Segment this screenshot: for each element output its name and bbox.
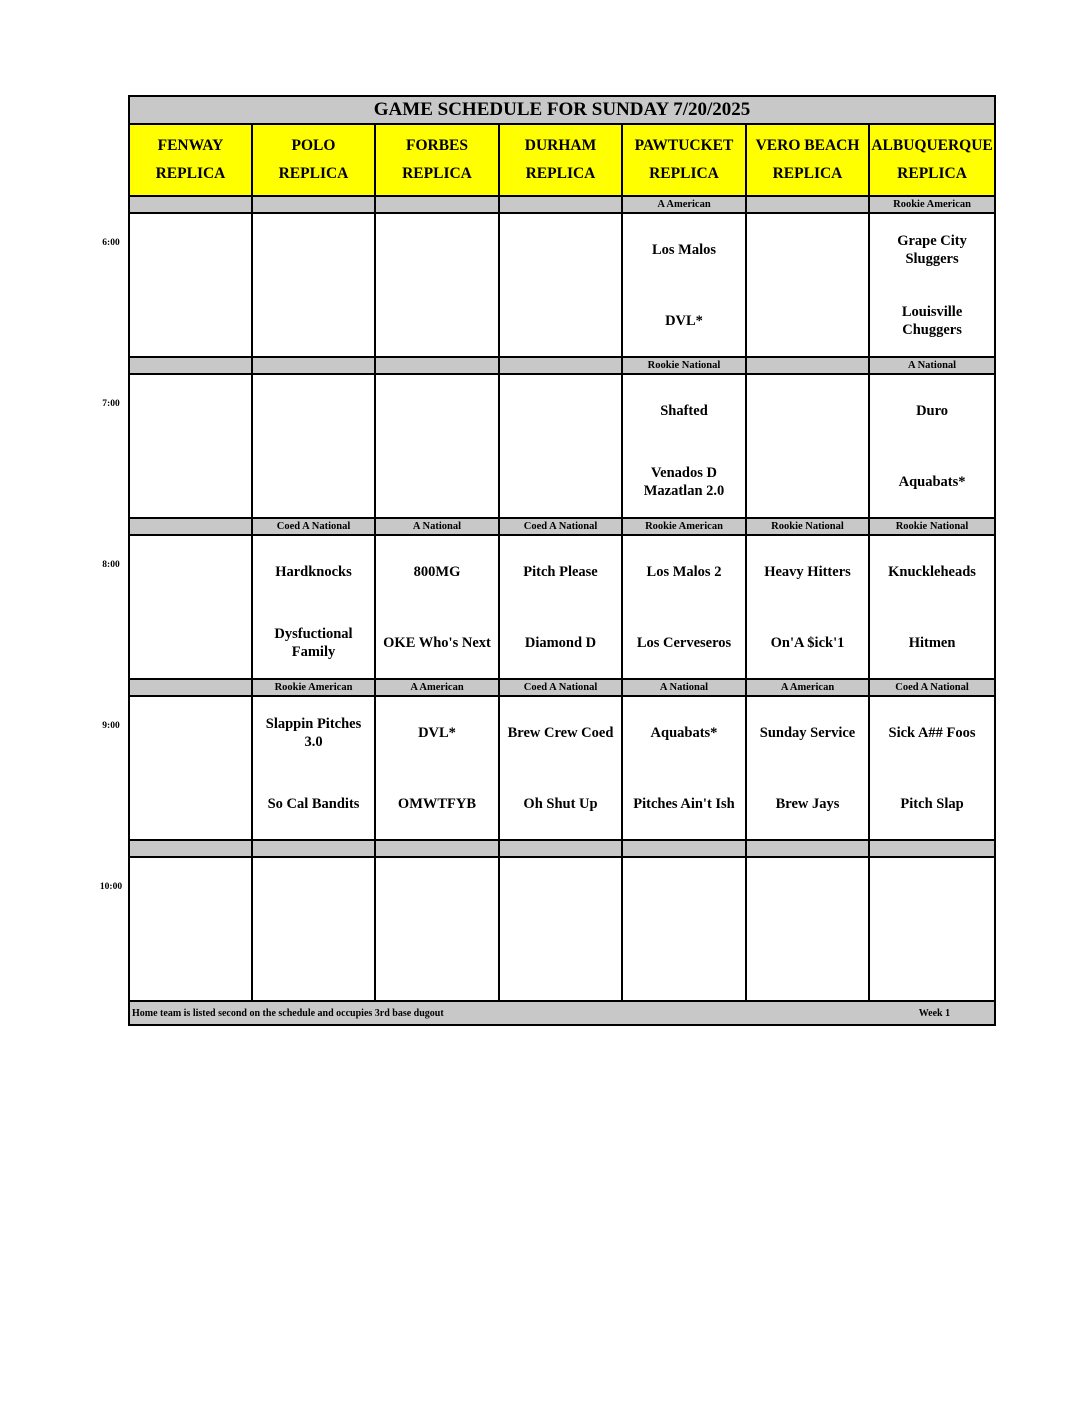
division-label: A American: [622, 196, 746, 213]
game-cell: [129, 535, 252, 679]
field-subtitle: REPLICA: [402, 165, 472, 182]
away-team: Grape City Sluggers: [897, 232, 967, 267]
home-team: [747, 929, 868, 1000]
game-row: [129, 696, 995, 840]
division-label: A National: [869, 357, 995, 374]
home-team: Dysfuctional Family: [274, 625, 353, 660]
division-label: Coed A National: [499, 679, 622, 696]
division-label: A National: [622, 679, 746, 696]
home-team: [253, 446, 374, 517]
away-team: [130, 214, 251, 285]
field-name: POLO: [291, 137, 336, 154]
schedule-sheet: [128, 95, 994, 1026]
home-team: Hitmen: [908, 634, 956, 651]
away-team: Knuckleheads: [888, 563, 976, 580]
game-cell: [622, 374, 746, 518]
away-team: [747, 858, 868, 929]
game-cell: [375, 696, 499, 840]
home-team: [376, 929, 498, 1000]
field-subtitle: REPLICA: [278, 165, 349, 182]
division-row: [129, 196, 995, 213]
away-team: [130, 536, 251, 607]
home-team: [870, 929, 994, 1000]
away-team: [253, 858, 374, 929]
away-team: 800MG: [413, 563, 461, 580]
away-team: Los Malos 2: [646, 563, 722, 580]
field-subtitle: REPLICA: [155, 165, 226, 182]
division-row: [129, 679, 995, 696]
game-cell: [746, 535, 869, 679]
division-label: Rookie American: [622, 518, 746, 535]
game-cell: [375, 213, 499, 357]
field-name: DURHAM: [524, 137, 597, 154]
home-team: [747, 285, 868, 356]
division-label: Coed A National: [869, 679, 995, 696]
division-label: [129, 357, 252, 374]
game-row: [129, 857, 995, 1001]
game-cell: [869, 374, 995, 518]
game-cell: [499, 374, 622, 518]
field-header-4: [622, 124, 746, 196]
away-team: Pitch Please: [523, 563, 598, 580]
field-name: FENWAY: [157, 137, 224, 154]
game-cell: [622, 857, 746, 1001]
field-header-5: [746, 124, 869, 196]
game-cell: [746, 857, 869, 1001]
game-cell: [622, 213, 746, 357]
game-cell: [129, 213, 252, 357]
division-label: [375, 840, 499, 857]
division-label: [129, 518, 252, 535]
home-team: [376, 446, 498, 517]
home-team: Louisville Chuggers: [901, 303, 963, 338]
division-label: [622, 840, 746, 857]
field-name: VERO BEACH: [755, 137, 860, 154]
away-team: Los Malos: [651, 241, 717, 258]
time-label: 7:00: [102, 399, 120, 409]
division-label: [499, 357, 622, 374]
away-team: DVL*: [418, 724, 456, 741]
home-team: [623, 929, 745, 1000]
home-team: [500, 929, 621, 1000]
home-team: [253, 929, 374, 1000]
game-cell: [499, 696, 622, 840]
away-team: Sunday Service: [759, 724, 856, 741]
game-cell: [375, 857, 499, 1001]
division-label: Rookie American: [252, 679, 375, 696]
field-header-0: [129, 124, 252, 196]
game-cell: [622, 696, 746, 840]
away-team: Brew Crew Coed: [507, 724, 614, 741]
division-label: [746, 840, 869, 857]
game-cell: [252, 213, 375, 357]
field-header-3: [499, 124, 622, 196]
home-team: DVL*: [665, 312, 703, 329]
division-label: Rookie National: [622, 357, 746, 374]
home-team: [130, 285, 251, 356]
home-team: On'A $ick'1: [770, 634, 845, 651]
division-row: [129, 518, 995, 535]
field-subtitle: REPLICA: [772, 165, 843, 182]
division-row: [129, 357, 995, 374]
division-label: [129, 840, 252, 857]
division-label: A National: [375, 518, 499, 535]
field-name: ALBUQUERQUE: [871, 137, 993, 154]
game-cell: [252, 535, 375, 679]
away-team: Duro: [916, 402, 949, 419]
division-label: [252, 357, 375, 374]
field-header-6: [869, 124, 995, 196]
division-label: [129, 196, 252, 213]
field-header-2: [375, 124, 499, 196]
game-cell: [746, 374, 869, 518]
game-cell: [499, 213, 622, 357]
game-cell: [129, 374, 252, 518]
division-label: Coed A National: [499, 518, 622, 535]
division-label: [499, 196, 622, 213]
footer-note: Home team is listed second on the schedule and occupies 3rd base dugout: [132, 1007, 444, 1019]
game-cell: [869, 857, 995, 1001]
game-cell: [869, 535, 995, 679]
division-label: A American: [746, 679, 869, 696]
home-team: [376, 285, 498, 356]
away-team: [130, 375, 251, 446]
away-team: [500, 858, 621, 929]
schedule-title: GAME SCHEDULE FOR SUNDAY 7/20/2025: [129, 96, 995, 124]
home-team: [253, 285, 374, 356]
home-team: So Cal Bandits: [267, 795, 360, 812]
home-team: [130, 768, 251, 839]
home-team: OMWTFYB: [397, 795, 477, 812]
home-team: Pitches Ain't Ish: [633, 795, 735, 812]
field-name: PAWTUCKET: [634, 137, 734, 154]
game-cell: [746, 696, 869, 840]
game-cell: [375, 535, 499, 679]
away-team: Shafted: [660, 402, 708, 419]
away-team: [747, 375, 868, 446]
home-team: [500, 285, 621, 356]
time-label: 9:00: [102, 721, 120, 731]
field-header-row: [129, 124, 995, 196]
away-team: [253, 375, 374, 446]
home-team: [130, 607, 251, 678]
division-label: Rookie National: [869, 518, 995, 535]
division-label: [869, 840, 995, 857]
game-cell: [499, 857, 622, 1001]
away-team: [623, 858, 745, 929]
home-team: Pitch Slap: [900, 795, 964, 812]
home-team: Oh Shut Up: [523, 795, 598, 812]
game-cell: [252, 696, 375, 840]
home-team: Aquabats*: [898, 473, 966, 490]
home-team: [500, 446, 621, 517]
division-label: [746, 196, 869, 213]
home-team: Diamond D: [524, 634, 597, 651]
away-team: [130, 858, 251, 929]
footer-row: [129, 1001, 995, 1025]
home-team: [130, 446, 251, 517]
away-team: Aquabats*: [650, 724, 718, 741]
home-team: OKE Who's Next: [383, 634, 491, 651]
field-name: FORBES: [405, 137, 468, 154]
division-label: [375, 196, 499, 213]
game-cell: [375, 374, 499, 518]
away-team: [870, 858, 994, 929]
division-label: [746, 357, 869, 374]
away-team: Sick A## Foos: [888, 724, 976, 741]
home-team: [747, 446, 868, 517]
division-label: [375, 357, 499, 374]
division-label: A American: [375, 679, 499, 696]
field-subtitle: REPLICA: [897, 165, 967, 182]
away-team: [376, 375, 498, 446]
away-team: Hardknocks: [275, 563, 352, 580]
game-cell: [129, 696, 252, 840]
game-cell: [746, 213, 869, 357]
title-row: [129, 96, 995, 124]
division-label: [499, 840, 622, 857]
away-team: [376, 214, 498, 285]
game-row: [129, 374, 995, 518]
division-row: [129, 840, 995, 857]
division-label: Coed A National: [252, 518, 375, 535]
home-team: Venados D Mazatlan 2.0: [643, 464, 725, 499]
division-label: Rookie American: [869, 196, 995, 213]
field-header-1: [252, 124, 375, 196]
away-team: [376, 858, 498, 929]
game-cell: [499, 535, 622, 679]
game-row: [129, 535, 995, 679]
game-cell: [622, 535, 746, 679]
game-cell: [252, 857, 375, 1001]
game-cell: [252, 374, 375, 518]
away-team: [747, 214, 868, 285]
division-label: [252, 196, 375, 213]
home-team: Brew Jays: [775, 795, 840, 812]
away-team: Heavy Hitters: [764, 563, 851, 580]
away-team: [130, 697, 251, 768]
home-team: [130, 929, 251, 1000]
away-team: [500, 214, 621, 285]
division-label: Rookie National: [746, 518, 869, 535]
game-cell: [869, 696, 995, 840]
away-team: Slappin Pitches 3.0: [265, 715, 362, 750]
division-label: [129, 679, 252, 696]
week-label: Week 1: [918, 1007, 951, 1019]
game-cell: [869, 213, 995, 357]
field-subtitle: REPLICA: [525, 165, 596, 182]
time-label: 6:00: [102, 238, 120, 248]
field-subtitle: REPLICA: [649, 165, 719, 182]
time-label: 10:00: [99, 882, 123, 892]
game-cell: [129, 857, 252, 1001]
division-label: [252, 840, 375, 857]
away-team: [253, 214, 374, 285]
time-label: 8:00: [102, 560, 120, 570]
home-team: Los Cerveseros: [636, 634, 732, 651]
footer-cell: [129, 1001, 995, 1025]
away-team: [500, 375, 621, 446]
schedule-table: [128, 95, 996, 1026]
game-row: [129, 213, 995, 357]
